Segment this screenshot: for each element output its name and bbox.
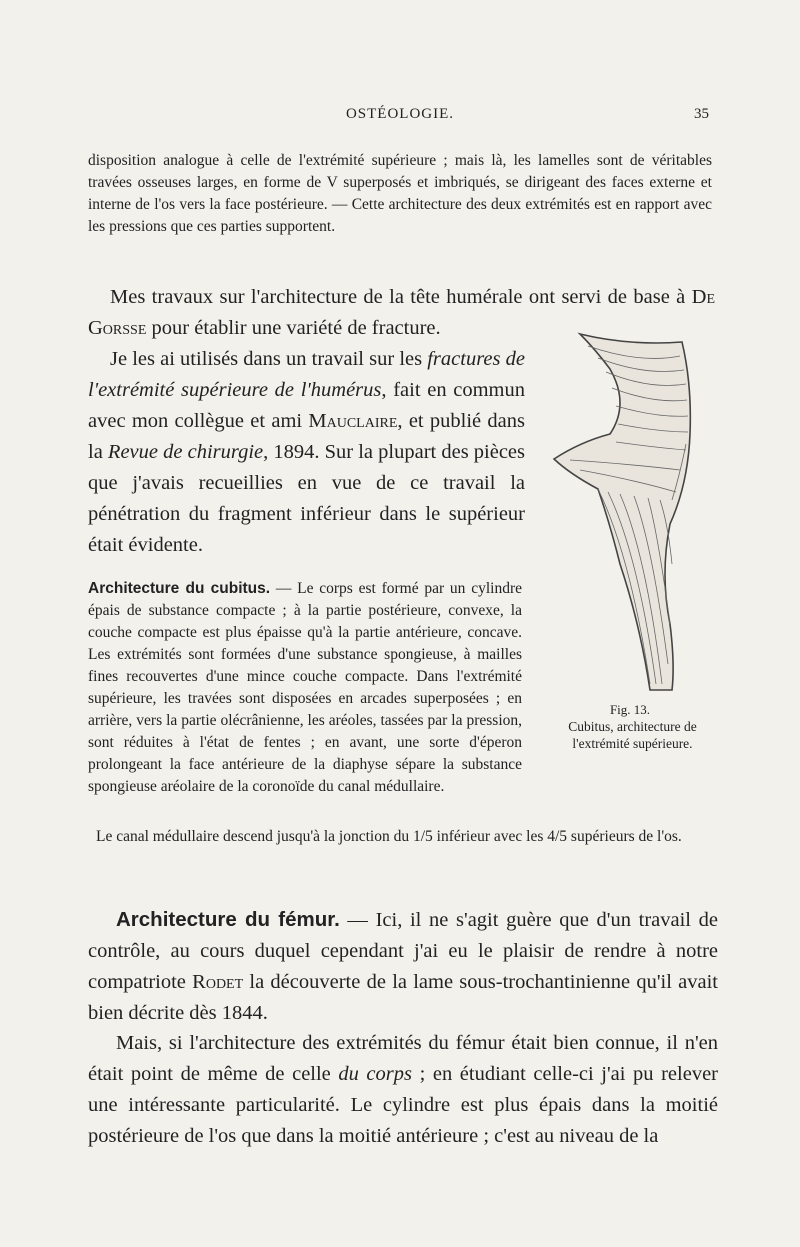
mais-text-b: ; en étudiant celle-ci j'ai pu relever une intéressante particularité. Le cylindre est plus épais dans la moitié postérieure de l'os que dans la moitié antérieure ; c'est au niveau de la <box>88 1063 718 1147</box>
cubitus-text: — Le corps est formé par un cylindre épais de substance compacte ; à la partie postérieure, convexe, la couche compacte est plus épaisse qu'à la partie antérieure, concave. Les extrémités sont formées d'une substance spongieuse, à mailles fines recouvertes d'une mince couche compacte. Dans l'extrémité supérieure, les travées sont disposées en arcades superposées ; en arrière, vers la partie olécrânienne, les aréoles, tassées par la pression, sont réduites à l'état de fentes ; en avant, une sorte d'éperon prolongeant la face antérieure de la diaphyse sépare la substance spongieuse aréolaire de la coronoïde du canal médullaire. <box>88 580 522 795</box>
du-corps-italic: du corps <box>338 1063 412 1085</box>
intro-paragraph: disposition analogue à celle de l'extrémité supérieure ; mais là, les lamelles sont de véritables travées osseuses larges, en forme de V superposés et imbriqués, se dirigeant des faces externe et interne de l'os vers la face postérieure. — Cette architecture des deux extrémités est en rapport avec les pressions que ces parties supportent. <box>88 152 712 235</box>
travaux-text-a: Mes travaux sur l'architecture de la tête humérale ont servi de base à <box>110 286 692 308</box>
utilises-text-d: , 1894. Sur la plupart des pièces que j'avais recueillies en vue de ce travail la pénétration du fragment inférieur dans le supérieur était évidente. <box>88 441 526 556</box>
mais-text-a: Mais, si l'architecture des extrémités du fémur était bien connue, il n'en était point de même de celle <box>88 1032 718 1085</box>
travaux-text-b: pour établir une variété de fracture. <box>146 317 441 339</box>
femur-paragraph <box>88 904 718 1029</box>
running-header: OSTÉOLOGIE. <box>345 106 455 122</box>
fractures-title: fractures de l'extrémité supérieure de l'humérus <box>88 348 525 401</box>
canal-paragraph: Le canal médullaire descend jusqu'à la jonction du 1/5 inférieur avec les 4/5 supérieurs de l'os. <box>96 828 682 845</box>
figure-caption: Cubitus, architecture de l'extrémité supérieure. <box>568 719 697 751</box>
utilises-text-a: Je les ai utilisés dans un travail sur les <box>110 348 428 370</box>
femur-text-b: la découverte de la lame sous-trochantinienne qu'il avait bien décrite dès 1844. <box>88 971 719 1024</box>
revue-title: Revue de chirurgie <box>107 441 264 463</box>
author-name-de-gorsse: De Gorsse <box>88 286 715 339</box>
page-number: 35 <box>694 106 709 122</box>
utilises-text-b: , fait en commun avec mon collègue et ami <box>88 379 526 432</box>
cubitus-paragraph <box>88 578 712 798</box>
author-name-mauclaire: Mauclaire <box>308 410 398 432</box>
femur-heading: Architecture du fémur. <box>116 908 340 931</box>
figure-label: Fig. 13. <box>609 702 651 717</box>
utilises-text-c: , et publié dans la <box>88 410 525 463</box>
author-name-rodet: Rodet <box>192 971 244 993</box>
femur-text-a: — Ici, il ne s'agit guère que d'un travail de contrôle, au cours duquel cependant j'ai eu le plaisir de rendre à notre compatriote <box>88 909 718 993</box>
cubitus-heading: Architecture du cubitus. <box>88 580 271 597</box>
utilises-paragraph <box>88 344 525 561</box>
mais-paragraph <box>88 1028 718 1152</box>
